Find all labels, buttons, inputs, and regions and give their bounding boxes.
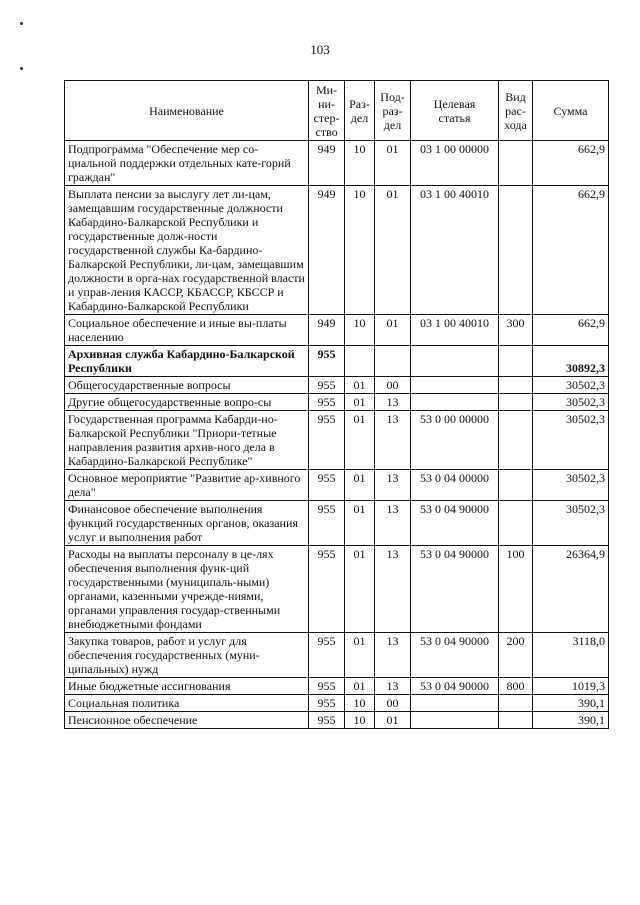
row-ministry: 955 [309, 470, 345, 501]
row-sum: 390,1 [533, 712, 609, 729]
row-section: 01 [345, 411, 375, 470]
row-section: 10 [345, 186, 375, 315]
row-name: Основное мероприятие "Развитие ар-хивного дела" [65, 470, 309, 501]
header-ministry: Ми- ни- стер- ство [309, 81, 345, 141]
row-ministry: 955 [309, 695, 345, 712]
row-target: 53 0 00 00000 [411, 411, 499, 470]
header-sum: Сумма [533, 81, 609, 141]
row-name: Другие общегосударственные вопро-сы [65, 394, 309, 411]
row-ministry: 955 [309, 501, 345, 546]
row-expense-type: 300 [499, 315, 533, 346]
row-section: 10 [345, 315, 375, 346]
row-sum: 30502,3 [533, 377, 609, 394]
row-sum: 1019,3 [533, 678, 609, 695]
table-row [65, 186, 609, 315]
row-ministry: 955 [309, 377, 345, 394]
table-row [65, 315, 609, 346]
row-expense-type [499, 712, 533, 729]
row-section: 10 [345, 695, 375, 712]
row-target: 53 0 04 90000 [411, 633, 499, 678]
row-subsection: 00 [375, 695, 411, 712]
row-sum: 30502,3 [533, 470, 609, 501]
table-row [65, 470, 609, 501]
row-sum: 662,9 [533, 141, 609, 186]
row-expense-type [499, 411, 533, 470]
row-section: 01 [345, 678, 375, 695]
page-number: 103 [310, 42, 330, 57]
table-row [65, 411, 609, 470]
row-ministry: 955 [309, 394, 345, 411]
table-row [65, 712, 609, 729]
row-subsection: 01 [375, 315, 411, 346]
table-row [65, 141, 609, 186]
scan-dot-2 [20, 67, 23, 70]
row-section: 01 [345, 501, 375, 546]
row-name: Архивная служба Кабардино-Балкарской Республики [65, 346, 309, 377]
row-target [411, 394, 499, 411]
row-sum: 3118,0 [533, 633, 609, 678]
row-ministry: 955 [309, 678, 345, 695]
row-name: Социальное обеспечение и иные вы-платы населению [65, 315, 309, 346]
row-name: Расходы на выплаты персоналу в це-лях обеспечения выполнения функ-ций государственными (муниципаль-ными) органами, казенными учрежде-ниями, органами управления государ-ственными внебюджетными фондами [65, 546, 309, 633]
row-target: 53 0 04 90000 [411, 501, 499, 546]
header-name: Наименование [65, 81, 309, 141]
row-target: 53 0 04 90000 [411, 678, 499, 695]
row-ministry: 955 [309, 346, 345, 377]
row-target [411, 377, 499, 394]
row-subsection: 13 [375, 501, 411, 546]
row-name: Финансовое обеспечение выполнения функций государственных органов, оказания услуг и выполнения работ [65, 501, 309, 546]
row-ministry: 955 [309, 712, 345, 729]
row-section [345, 346, 375, 377]
row-section: 01 [345, 394, 375, 411]
row-section: 01 [345, 546, 375, 633]
row-expense-type [499, 501, 533, 546]
row-subsection: 13 [375, 411, 411, 470]
header-subsection: Под- раз- дел [375, 81, 411, 141]
row-name: Иные бюджетные ассигнования [65, 678, 309, 695]
row-sum: 30502,3 [533, 411, 609, 470]
row-subsection: 00 [375, 377, 411, 394]
row-subsection: 13 [375, 678, 411, 695]
row-name: Социальная политика [65, 695, 309, 712]
header-expense-type: Вид рас- хода [499, 81, 533, 141]
row-name: Подпрограмма "Обеспечение мер со-циальной поддержки отдельных кате-горий граждан" [65, 141, 309, 186]
row-name: Закупка товаров, работ и услуг для обеспечения государственных (муни-ципальных) нужд [65, 633, 309, 678]
row-subsection: 13 [375, 546, 411, 633]
row-ministry: 949 [309, 141, 345, 186]
row-expense-type [499, 186, 533, 315]
row-name: Пенсионное обеспечение [65, 712, 309, 729]
row-target [411, 712, 499, 729]
row-subsection: 13 [375, 470, 411, 501]
row-target [411, 346, 499, 377]
row-name: Выплата пенсии за выслугу лет ли-цам, замещавшим государственные должности Кабардино-Балкарской Республики и государственные долж-ности государственной службы Ка-бардино-Балкарской Республики, ли-цам, замещавшим должности в орга-нах государственной власти и управ-ления КАССР, КБАССР, КБССР и Кабардино-Балкарской Республики [65, 186, 309, 315]
row-ministry: 955 [309, 633, 345, 678]
row-subsection: 13 [375, 394, 411, 411]
table-row [65, 633, 609, 678]
row-sum: 26364,9 [533, 546, 609, 633]
table-row [65, 695, 609, 712]
table-row [65, 394, 609, 411]
row-section: 10 [345, 712, 375, 729]
table-row [65, 501, 609, 546]
budget-table [64, 80, 609, 729]
row-expense-type [499, 394, 533, 411]
row-name: Общегосударственные вопросы [65, 377, 309, 394]
row-target [411, 695, 499, 712]
row-sum: 662,9 [533, 315, 609, 346]
row-target: 03 1 00 00000 [411, 141, 499, 186]
row-target: 03 1 00 40010 [411, 315, 499, 346]
row-subsection: 13 [375, 633, 411, 678]
row-section: 10 [345, 141, 375, 186]
table-row [65, 546, 609, 633]
row-target: 53 0 04 00000 [411, 470, 499, 501]
row-name: Государственная программа Кабарди-но-Балкарской Республики "Приори-тетные направления развития архив-ного дела в Кабардино-Балкарской Республике" [65, 411, 309, 470]
row-target: 03 1 00 40010 [411, 186, 499, 315]
row-ministry: 949 [309, 186, 345, 315]
row-ministry: 955 [309, 546, 345, 633]
header-target: Целевая статья [411, 81, 499, 141]
row-subsection: 01 [375, 186, 411, 315]
row-expense-type [499, 346, 533, 377]
row-subsection [375, 346, 411, 377]
table-row [65, 377, 609, 394]
row-target: 53 0 04 90000 [411, 546, 499, 633]
row-expense-type [499, 141, 533, 186]
row-expense-type [499, 470, 533, 501]
row-expense-type: 100 [499, 546, 533, 633]
table-row [65, 346, 609, 377]
row-section: 01 [345, 470, 375, 501]
row-section: 01 [345, 377, 375, 394]
row-expense-type [499, 377, 533, 394]
row-ministry: 955 [309, 411, 345, 470]
row-subsection: 01 [375, 712, 411, 729]
row-section: 01 [345, 633, 375, 678]
row-expense-type [499, 695, 533, 712]
row-expense-type: 800 [499, 678, 533, 695]
table-row [65, 678, 609, 695]
row-sum: 30892,3 [533, 346, 609, 377]
row-sum: 30502,3 [533, 394, 609, 411]
row-ministry: 949 [309, 315, 345, 346]
row-sum: 390,1 [533, 695, 609, 712]
header-section: Раз- дел [345, 81, 375, 141]
row-sum: 662,9 [533, 186, 609, 315]
row-subsection: 01 [375, 141, 411, 186]
table-header-row [65, 81, 609, 141]
row-expense-type: 200 [499, 633, 533, 678]
scan-dot-1 [20, 22, 23, 25]
row-sum: 30502,3 [533, 501, 609, 546]
